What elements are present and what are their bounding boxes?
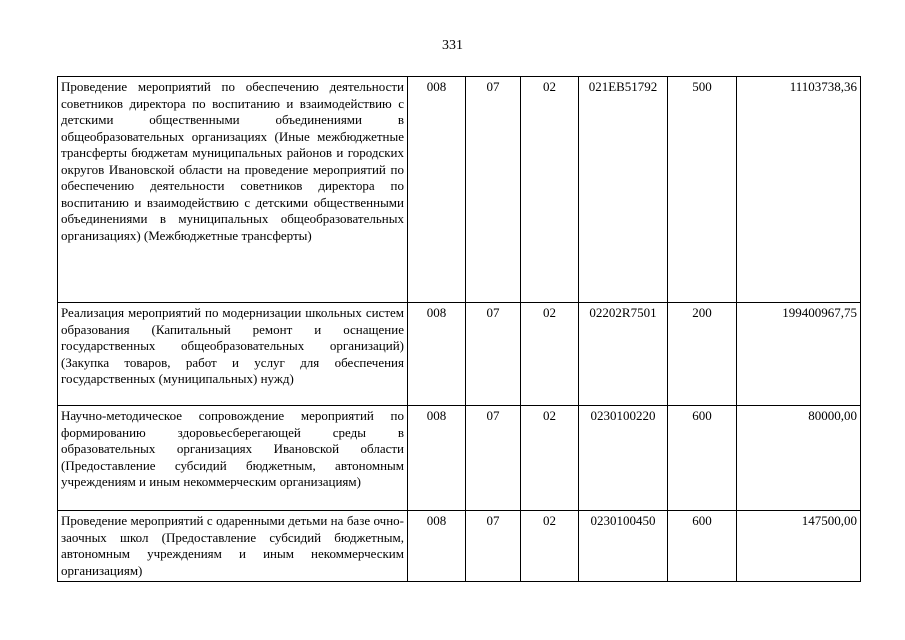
page-number: 331 [442, 38, 463, 53]
table-row [58, 303, 861, 406]
row-admin-code: 008 [408, 303, 466, 406]
table-row [58, 406, 861, 511]
row-description: Проведение мероприятий с одаренными детьми на базе очно-заочных школ (Предоставление субсидий бюджетным, автономным учреждениям и иным некоммерческим организациям) [58, 511, 408, 582]
row-description: Научно-методическое сопровождение мероприятий по формированию здоровьесберегающей среды в образовательных организациях Ивановской области (Предоставление субсидий бюджетным, автономным учреждениям и иным некоммерческим организациям) [58, 406, 408, 511]
row-expense-type: 200 [668, 303, 737, 406]
row-subsection-code: 02 [521, 77, 579, 303]
budget-table [57, 76, 861, 582]
row-amount: 80000,00 [737, 406, 861, 511]
table-row [58, 77, 861, 303]
row-admin-code: 008 [408, 406, 466, 511]
row-description: Проведение мероприятий по обеспечению деятельности советников директора по воспитанию и взаимодействию с детскими общественными объединениями в общеобразовательных организациях (Иные межбюджетные трансферты бюджетам муниципальных районов и городских округов Ивановской области на проведение мероприятий по обеспечению деятельности советников директора по воспитанию и взаимодействию с детскими общественными объединениями в муниципальных общеобразовательных организациях) (Межбюджетные трансферты) [58, 77, 408, 303]
row-target-code: 0230100220 [579, 406, 668, 511]
row-target-code: 02202R7501 [579, 303, 668, 406]
row-admin-code: 008 [408, 511, 466, 582]
row-expense-type: 500 [668, 77, 737, 303]
row-amount: 199400967,75 [737, 303, 861, 406]
row-section-code: 07 [466, 77, 521, 303]
row-subsection-code: 02 [521, 303, 579, 406]
row-section-code: 07 [466, 303, 521, 406]
row-amount: 11103738,36 [737, 77, 861, 303]
row-expense-type: 600 [668, 406, 737, 511]
row-admin-code: 008 [408, 77, 466, 303]
row-target-code: 0230100450 [579, 511, 668, 582]
row-section-code: 07 [466, 511, 521, 582]
row-amount: 147500,00 [737, 511, 861, 582]
row-subsection-code: 02 [521, 511, 579, 582]
row-section-code: 07 [466, 406, 521, 511]
row-description: Реализация мероприятий по модернизации школьных систем образования (Капитальный ремонт и оснащение государственных общеобразовательных организаций) (Закупка товаров, работ и услуг для обеспечения государственных (муниципальных) нужд) [58, 303, 408, 406]
row-subsection-code: 02 [521, 406, 579, 511]
row-target-code: 021EB51792 [579, 77, 668, 303]
table-row [58, 511, 861, 582]
row-expense-type: 600 [668, 511, 737, 582]
